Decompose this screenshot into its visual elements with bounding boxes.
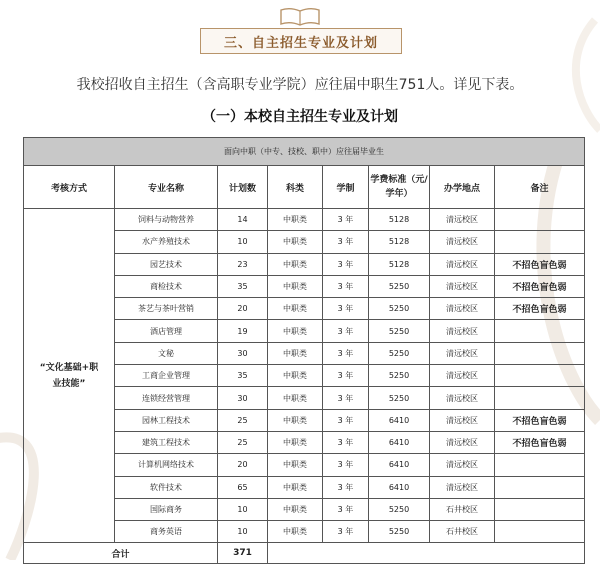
type-cell: 中职类 [268, 275, 323, 297]
type-cell: 中职类 [268, 365, 323, 387]
assessment-method-line: “文化基础+职 [39, 362, 99, 373]
note-cell [495, 387, 585, 409]
table-header-row [24, 166, 585, 209]
fee-cell: 5250 [369, 387, 430, 409]
plan-cell: 19 [218, 320, 268, 342]
type-cell: 中职类 [268, 231, 323, 253]
major-cell: 酒店管理 [115, 320, 218, 342]
years-cell: 3 年 [323, 342, 369, 364]
plan-cell: 35 [218, 365, 268, 387]
major-cell: 国际商务 [115, 498, 218, 520]
major-cell: 工商企业管理 [115, 365, 218, 387]
table-body [24, 209, 585, 543]
years-cell: 3 年 [323, 231, 369, 253]
plan-cell: 30 [218, 387, 268, 409]
major-cell: 园林工程技术 [115, 409, 218, 431]
fee-cell: 5250 [369, 275, 430, 297]
note-cell: 不招色盲色弱 [495, 275, 585, 297]
type-cell: 中职类 [268, 476, 323, 498]
table-row [24, 209, 585, 231]
type-cell: 中职类 [268, 409, 323, 431]
total-value: 371 [218, 543, 268, 564]
fee-cell: 5128 [369, 209, 430, 231]
fee-cell: 5250 [369, 298, 430, 320]
fee-cell: 6410 [369, 409, 430, 431]
fee-cell: 5250 [369, 342, 430, 364]
column-header: 办学地点 [430, 166, 495, 209]
years-cell: 3 年 [323, 498, 369, 520]
plan-cell: 25 [218, 409, 268, 431]
note-cell [495, 521, 585, 543]
years-cell: 3 年 [323, 409, 369, 431]
campus-cell: 石井校区 [430, 498, 495, 520]
major-cell: 茶艺与茶叶营销 [115, 298, 218, 320]
major-cell: 连锁经营管理 [115, 387, 218, 409]
years-cell: 3 年 [323, 387, 369, 409]
type-cell: 中职类 [268, 454, 323, 476]
table-banner-row [24, 138, 585, 166]
campus-cell: 清远校区 [430, 409, 495, 431]
years-cell: 3 年 [323, 320, 369, 342]
section-title: 三、自主招生专业及计划 [200, 28, 402, 54]
intro-text: 我校招收自主招生（含高职专业学院）应往届中职生751人。详见下表。 [76, 77, 524, 93]
major-cell: 建筑工程技术 [115, 431, 218, 453]
enrollment-plan-table [23, 137, 585, 564]
plan-cell: 10 [218, 231, 268, 253]
note-cell [495, 231, 585, 253]
plan-cell: 35 [218, 275, 268, 297]
years-cell: 3 年 [323, 521, 369, 543]
years-cell: 3 年 [323, 476, 369, 498]
type-cell: 中职类 [268, 342, 323, 364]
major-cell: 计算机网络技术 [115, 454, 218, 476]
campus-cell: 清远校区 [430, 209, 495, 231]
note-cell [495, 365, 585, 387]
type-cell: 中职类 [268, 298, 323, 320]
type-cell: 中职类 [268, 320, 323, 342]
years-cell: 3 年 [323, 454, 369, 476]
campus-cell: 清远校区 [430, 320, 495, 342]
plan-cell: 30 [218, 342, 268, 364]
fee-cell: 6410 [369, 454, 430, 476]
table-banner: 面向中职（中专、技校、职中）应往届毕业生 [24, 138, 585, 166]
total-empty-cell [268, 543, 585, 564]
column-header: 科类 [268, 166, 323, 209]
major-cell: 水产养殖技术 [115, 231, 218, 253]
campus-cell: 清远校区 [430, 231, 495, 253]
plan-cell: 65 [218, 476, 268, 498]
major-cell: 文秘 [115, 342, 218, 364]
fee-cell: 6410 [369, 431, 430, 453]
fee-cell: 5250 [369, 320, 430, 342]
plan-cell: 10 [218, 521, 268, 543]
note-cell [495, 498, 585, 520]
column-header: 计划数 [218, 166, 268, 209]
type-cell: 中职类 [268, 209, 323, 231]
plan-cell: 23 [218, 253, 268, 275]
section-header [0, 0, 600, 60]
type-cell: 中职类 [268, 498, 323, 520]
column-header: 考核方式 [24, 166, 115, 209]
fee-cell: 5128 [369, 253, 430, 275]
column-header: 学制 [323, 166, 369, 209]
note-cell [495, 209, 585, 231]
major-cell: 商检技术 [115, 275, 218, 297]
table-subtitle: （一）本校自主招生专业及计划 [202, 109, 398, 125]
campus-cell: 清远校区 [430, 298, 495, 320]
campus-cell: 清远校区 [430, 476, 495, 498]
campus-cell: 清远校区 [430, 253, 495, 275]
fee-cell: 5250 [369, 365, 430, 387]
fee-cell: 5128 [369, 231, 430, 253]
years-cell: 3 年 [323, 253, 369, 275]
note-cell: 不招色盲色弱 [495, 253, 585, 275]
plan-cell: 20 [218, 454, 268, 476]
note-cell: 不招色盲色弱 [495, 431, 585, 453]
plan-cell: 20 [218, 298, 268, 320]
campus-cell: 清远校区 [430, 365, 495, 387]
campus-cell: 石井校区 [430, 521, 495, 543]
fee-cell: 5250 [369, 521, 430, 543]
note-cell: 不招色盲色弱 [495, 298, 585, 320]
campus-cell: 清远校区 [430, 454, 495, 476]
type-cell: 中职类 [268, 253, 323, 275]
major-cell: 园艺技术 [115, 253, 218, 275]
note-cell [495, 342, 585, 364]
note-cell: 不招色盲色弱 [495, 409, 585, 431]
plan-cell: 14 [218, 209, 268, 231]
fee-cell: 6410 [369, 476, 430, 498]
total-row [24, 543, 585, 564]
years-cell: 3 年 [323, 298, 369, 320]
years-cell: 3 年 [323, 431, 369, 453]
note-cell [495, 320, 585, 342]
major-cell: 饲料与动物营养 [115, 209, 218, 231]
note-cell [495, 454, 585, 476]
column-header: 学费标准（元/学年） [369, 166, 430, 209]
type-cell: 中职类 [268, 431, 323, 453]
years-cell: 3 年 [323, 209, 369, 231]
assessment-method-line: 业技能” [52, 378, 86, 389]
column-header: 专业名称 [115, 166, 218, 209]
type-cell: 中职类 [268, 521, 323, 543]
assessment-method-cell [24, 209, 115, 543]
major-cell: 软件技术 [115, 476, 218, 498]
fee-cell: 5250 [369, 498, 430, 520]
years-cell: 3 年 [323, 365, 369, 387]
campus-cell: 清远校区 [430, 342, 495, 364]
campus-cell: 清远校区 [430, 431, 495, 453]
column-header: 备注 [495, 166, 585, 209]
campus-cell: 清远校区 [430, 387, 495, 409]
campus-cell: 清远校区 [430, 275, 495, 297]
open-book-icon [279, 6, 321, 28]
type-cell: 中职类 [268, 387, 323, 409]
plan-cell: 10 [218, 498, 268, 520]
plan-cell: 25 [218, 431, 268, 453]
total-label: 合计 [24, 543, 218, 564]
years-cell: 3 年 [323, 275, 369, 297]
major-cell: 商务英语 [115, 521, 218, 543]
note-cell [495, 476, 585, 498]
